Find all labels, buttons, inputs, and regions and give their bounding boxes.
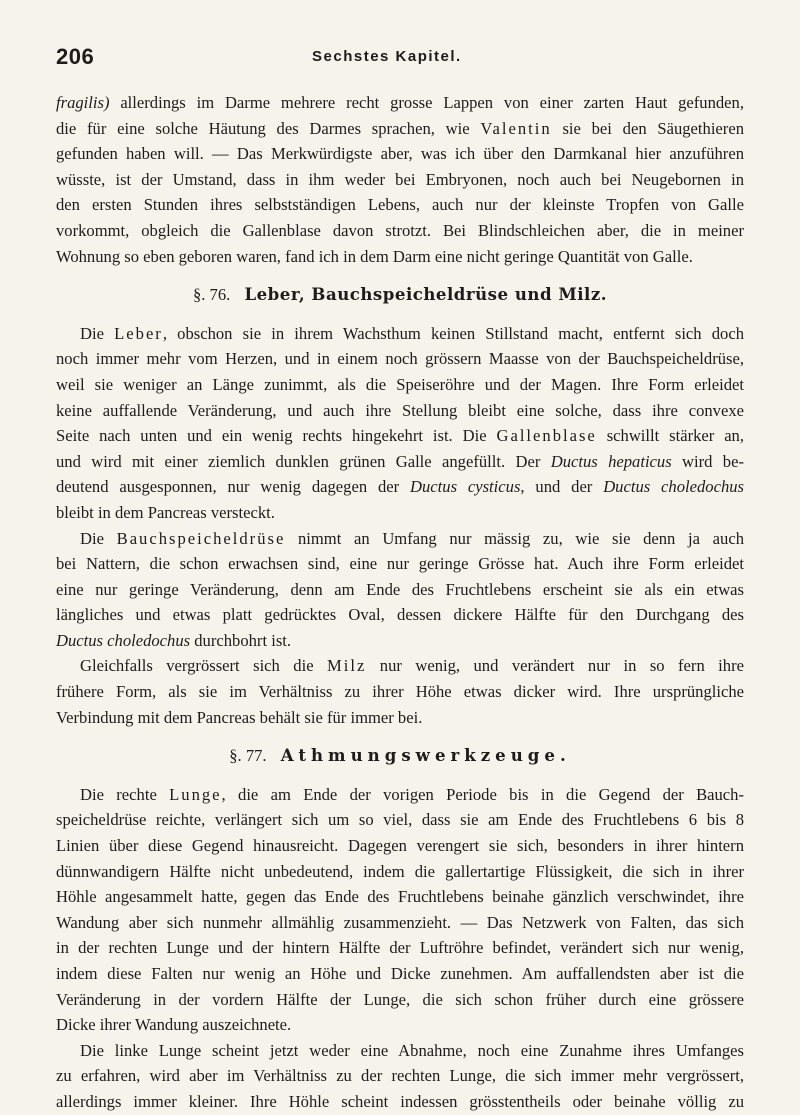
running-title: Sechstes Kapitel. bbox=[312, 48, 462, 65]
text-line: keine auffallende Veränderung, und auch ihre Stellung bleibt eine solche, dass ihre convexe bbox=[56, 400, 744, 420]
latin-term: Ductus choledochus bbox=[56, 630, 191, 650]
text-line: indem diese Falten nur wenig an Höhe und Dicke zunehmen. Am auffallendsten aber ist die bbox=[56, 964, 744, 983]
text-line bbox=[56, 321, 744, 347]
text-line bbox=[56, 782, 744, 808]
page-number: 206 bbox=[56, 44, 95, 69]
text-line: längliches und etwas platt gedrücktes Oval, dessen dickere Hälfte für den Durchgang des bbox=[56, 605, 744, 625]
text-line bbox=[56, 628, 744, 654]
page-header bbox=[56, 44, 746, 84]
text-line: bei Nattern, die schon erwachsen sind, eine nur geringe Grösse hat. Auch ihre Form erleidet bbox=[56, 554, 744, 574]
section-number: §. 76. bbox=[192, 285, 231, 305]
text-line: den ersten Stunden ihres selbstständigen Lebens, auch nur der kleinste Tropfen von Galle bbox=[56, 195, 744, 215]
text-line bbox=[56, 116, 744, 142]
line-text: , und der bbox=[520, 477, 604, 497]
line-text: , die am Ende der vorigen Periode bis in die Gegend der Bauch- bbox=[221, 784, 744, 804]
latin-term: Ductus choledochus bbox=[603, 477, 744, 497]
section-number: §. 77. bbox=[229, 746, 267, 766]
text-line: in der rechten Lunge und der hintern Hälfte der Luftröhre befindet, verändert sich nur wenig, bbox=[56, 938, 744, 958]
text-line: Dicke ihrer Wandung auszeichnete. bbox=[56, 1015, 292, 1035]
text-line: zu erfahren, wird aber im Verhältniss zu der rechten Lunge, die sich immer mehr vergrössert, bbox=[56, 1066, 744, 1086]
text-line: wüsste, ist der Umstand, dass in ihm weder bei Embryonen, noch auch bei Neugebornen in bbox=[56, 169, 744, 189]
latin-term: Ductus hepaticus bbox=[550, 451, 672, 471]
text-line: speicheldrüse reichte, verlängert sich um so viel, dass sie am Ende des Fruchtlebens 6 bis 8 bbox=[56, 810, 744, 830]
emphasized-term: Leber bbox=[114, 323, 163, 343]
emphasized-term: Lunge bbox=[169, 784, 222, 804]
line-text: wird be- bbox=[671, 451, 744, 471]
emphasized-term: Milz bbox=[327, 656, 367, 676]
text-line: Linien über diese Gegend hinausreicht. Dagegen verengert sie sich, besonders in ihrer hintern bbox=[56, 836, 744, 856]
section-heading bbox=[56, 743, 744, 769]
line-text: Die bbox=[80, 323, 115, 343]
text-line bbox=[56, 90, 744, 116]
line-text: allerdings im Darme mehrere recht grosse Lappen von einer zarten Haut gefunden, bbox=[109, 93, 744, 112]
species-name: fragilis) bbox=[56, 93, 110, 112]
line-text: Die rechte bbox=[80, 784, 170, 804]
section-title: Athmungswerkzeuge. bbox=[280, 745, 571, 766]
line-text: Die bbox=[80, 528, 117, 548]
text-line: eine nur geringe Veränderung, denn am Ende des Fruchtlebens erscheint sie als ein etwas bbox=[56, 579, 744, 599]
text-line: Wandung aber sich nunmehr allmählig zusammenzieht. — Das Netzwerk von Falten, das sich bbox=[56, 912, 744, 932]
line-text: und wird mit einer ziemlich dunklen grünen Galle angefüllt. Der bbox=[56, 451, 551, 471]
text-line: noch immer mehr vom Herzen, und in einem noch grössern Maasse von der Bauchspeicheldrüse, bbox=[56, 349, 744, 369]
text-line: Verbindung mit dem Pancreas behält sie für immer bei. bbox=[56, 707, 423, 727]
line-text: , obschon sie in ihrem Wachsthum keinen Stillstand macht, entfernt sich doch bbox=[162, 323, 745, 343]
line-text: die für eine solche Häutung des Darmes sprachen, wie bbox=[56, 118, 481, 138]
line-text: durchbohrt ist. bbox=[190, 630, 292, 650]
line-text: Seite nach unten und ein wenig rechts hingekehrt ist. Die bbox=[56, 426, 497, 446]
emphasized-term: Bauchspeicheldrüse bbox=[116, 528, 286, 548]
text-line: vorkommt, obgleich die Gallenblase davon strotzt. Bei Blindschleichen aber, die in meiner bbox=[56, 220, 744, 240]
text-line: bleibt in dem Pancreas versteckt. bbox=[56, 502, 275, 522]
text-line bbox=[56, 449, 744, 475]
author-name: Valentin bbox=[480, 118, 552, 138]
text-line: Die linke Lunge scheint jetzt weder eine Abnahme, noch eine Zunahme ihres Umfanges bbox=[80, 1040, 744, 1060]
line-text: deutend ausgesponnen, nur wenig dagegen der bbox=[56, 477, 411, 497]
line-text: schwillt stärker an, bbox=[596, 426, 745, 446]
body-text bbox=[56, 90, 744, 1115]
text-line bbox=[56, 474, 744, 500]
emphasized-term: Gallenblase bbox=[496, 426, 597, 446]
text-line: allerdings immer kleiner. Ihre Höhle scheint indessen grösstentheils oder beinahe völlig zu bbox=[56, 1091, 744, 1111]
text-line: Wohnung so eben geboren waren, fand ich in dem Darm eine nicht geringe Quantität von Galle. bbox=[56, 246, 693, 266]
text-line bbox=[56, 526, 744, 552]
line-text: sie bei den Säugethieren bbox=[551, 118, 744, 138]
line-text: nur wenig, und verändert nur in so fern ihre bbox=[366, 656, 744, 676]
latin-term: Ductus cysticus bbox=[410, 477, 521, 497]
text-line: dünnwandigern Hälfte nicht unbedeutend, indem die gallertartige Flüssigkeit, die sich in ihrer bbox=[56, 861, 744, 881]
line-text: Gleichfalls vergrössert sich die bbox=[80, 656, 327, 676]
line-text: nimmt an Umfang nur mässig zu, wie sie denn ja auch bbox=[285, 528, 744, 548]
text-line: Höhle angesammelt hatte, gegen das Ende des Fruchtlebens beinahe gänzlich verschwindet, ihre bbox=[56, 887, 744, 907]
text-line: Veränderung in der vordern Hälfte der Lunge, die sich schon früher durch eine grössere bbox=[56, 989, 744, 1009]
text-line bbox=[56, 653, 744, 679]
section-heading bbox=[56, 282, 744, 308]
section-title: Leber, Bauchspeicheldrüse und Milz. bbox=[244, 284, 608, 305]
text-line: frühere Form, als sie im Verhältniss zu ihrer Höhe etwas dicker wird. Ihre ursprüngliche bbox=[56, 682, 744, 702]
text-line: weil sie weniger an Länge zunimmt, als die Speiseröhre und der Magen. Ihre Form erleidet bbox=[56, 374, 744, 394]
text-line bbox=[56, 423, 744, 449]
text-line: gefunden haben will. — Das Merkwürdigste aber, was ich über den Darmkanal hier anzuführen bbox=[56, 144, 744, 164]
